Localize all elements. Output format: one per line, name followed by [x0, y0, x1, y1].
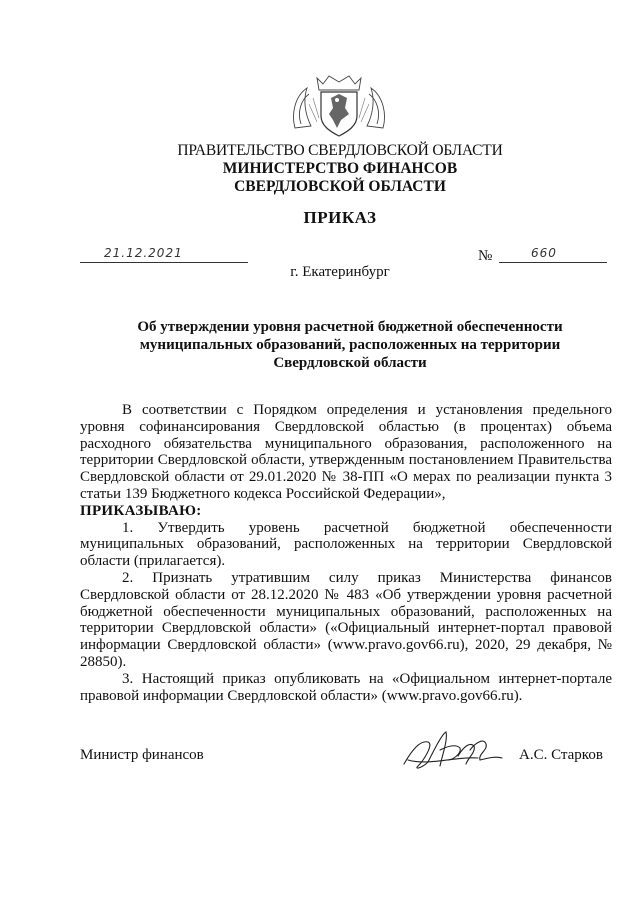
signatory-position: Министр финансов [80, 747, 204, 763]
government-name: ПРАВИТЕЛЬСТВО СВЕРДЛОВСКОЙ ОБЛАСТИ [177, 142, 503, 159]
item-1-paragraph: 1. Утвердить уровень расчетной бюджетной обеспеченности муниципальных образований, расположенных на территории Свердловской области (прилагается). [80, 519, 612, 570]
ministry-name: МИНИСТЕРСТВО ФИНАНСОВ [222, 160, 458, 177]
city-name: г. Екатеринбург [290, 264, 390, 280]
order-title: Об утверждении уровня расчетной бюджетной обеспеченности муниципальных образований, расположенных на территории Свердловской области [137, 319, 563, 371]
order-body [80, 402, 612, 704]
preamble-paragraph: В соответствии с Порядком определения и установления предельного уровня софинансирования Свердловской областью (в процентах) объема расходного обязательства муниципального образования, расположенного на территории Свердловской области, утвержденным постановлением Правительства Свердловской области от 29.01.2020 № 38-ПП «О мерах по реализации пункта 3 статьи 139 Бюджетного кодекса Российской Федерации», [80, 402, 612, 502]
date-underline [80, 262, 248, 263]
item-3-paragraph: 3. Настоящий приказ опубликовать на «Официальном интернет-портале правовой информации Свердловской области» (www.pravo.gov66.ru). [80, 670, 612, 704]
order-date: 21.12.2021 [104, 246, 183, 260]
region-name: СВЕРДЛОВСКОЙ ОБЛАСТИ [234, 178, 446, 195]
number-underline [499, 262, 607, 263]
item-2-paragraph: 2. Признать утратившим силу приказ Министерства финансов Свердловской области от 28.12.2020 № 483 «Об утверждении уровня расчетной бюджетной обеспеченности муниципальных образований, расположенных на территории Свердловской области» («Официальный интернет-портал правовой информации Свердловской области» (www.pravo.gov66.ru), 2020, 29 декабря, № 28850). [80, 569, 612, 670]
number-sign: № [478, 248, 493, 264]
coat-of-arms-emblem [287, 74, 391, 138]
order-number: 660 [531, 246, 557, 260]
order-word: ПРИКАЗЫВАЮ: [80, 502, 202, 519]
handwritten-signature [398, 720, 516, 780]
signatory-name: А.С. Старков [519, 747, 603, 763]
document-type: ПРИКАЗ [303, 208, 377, 227]
